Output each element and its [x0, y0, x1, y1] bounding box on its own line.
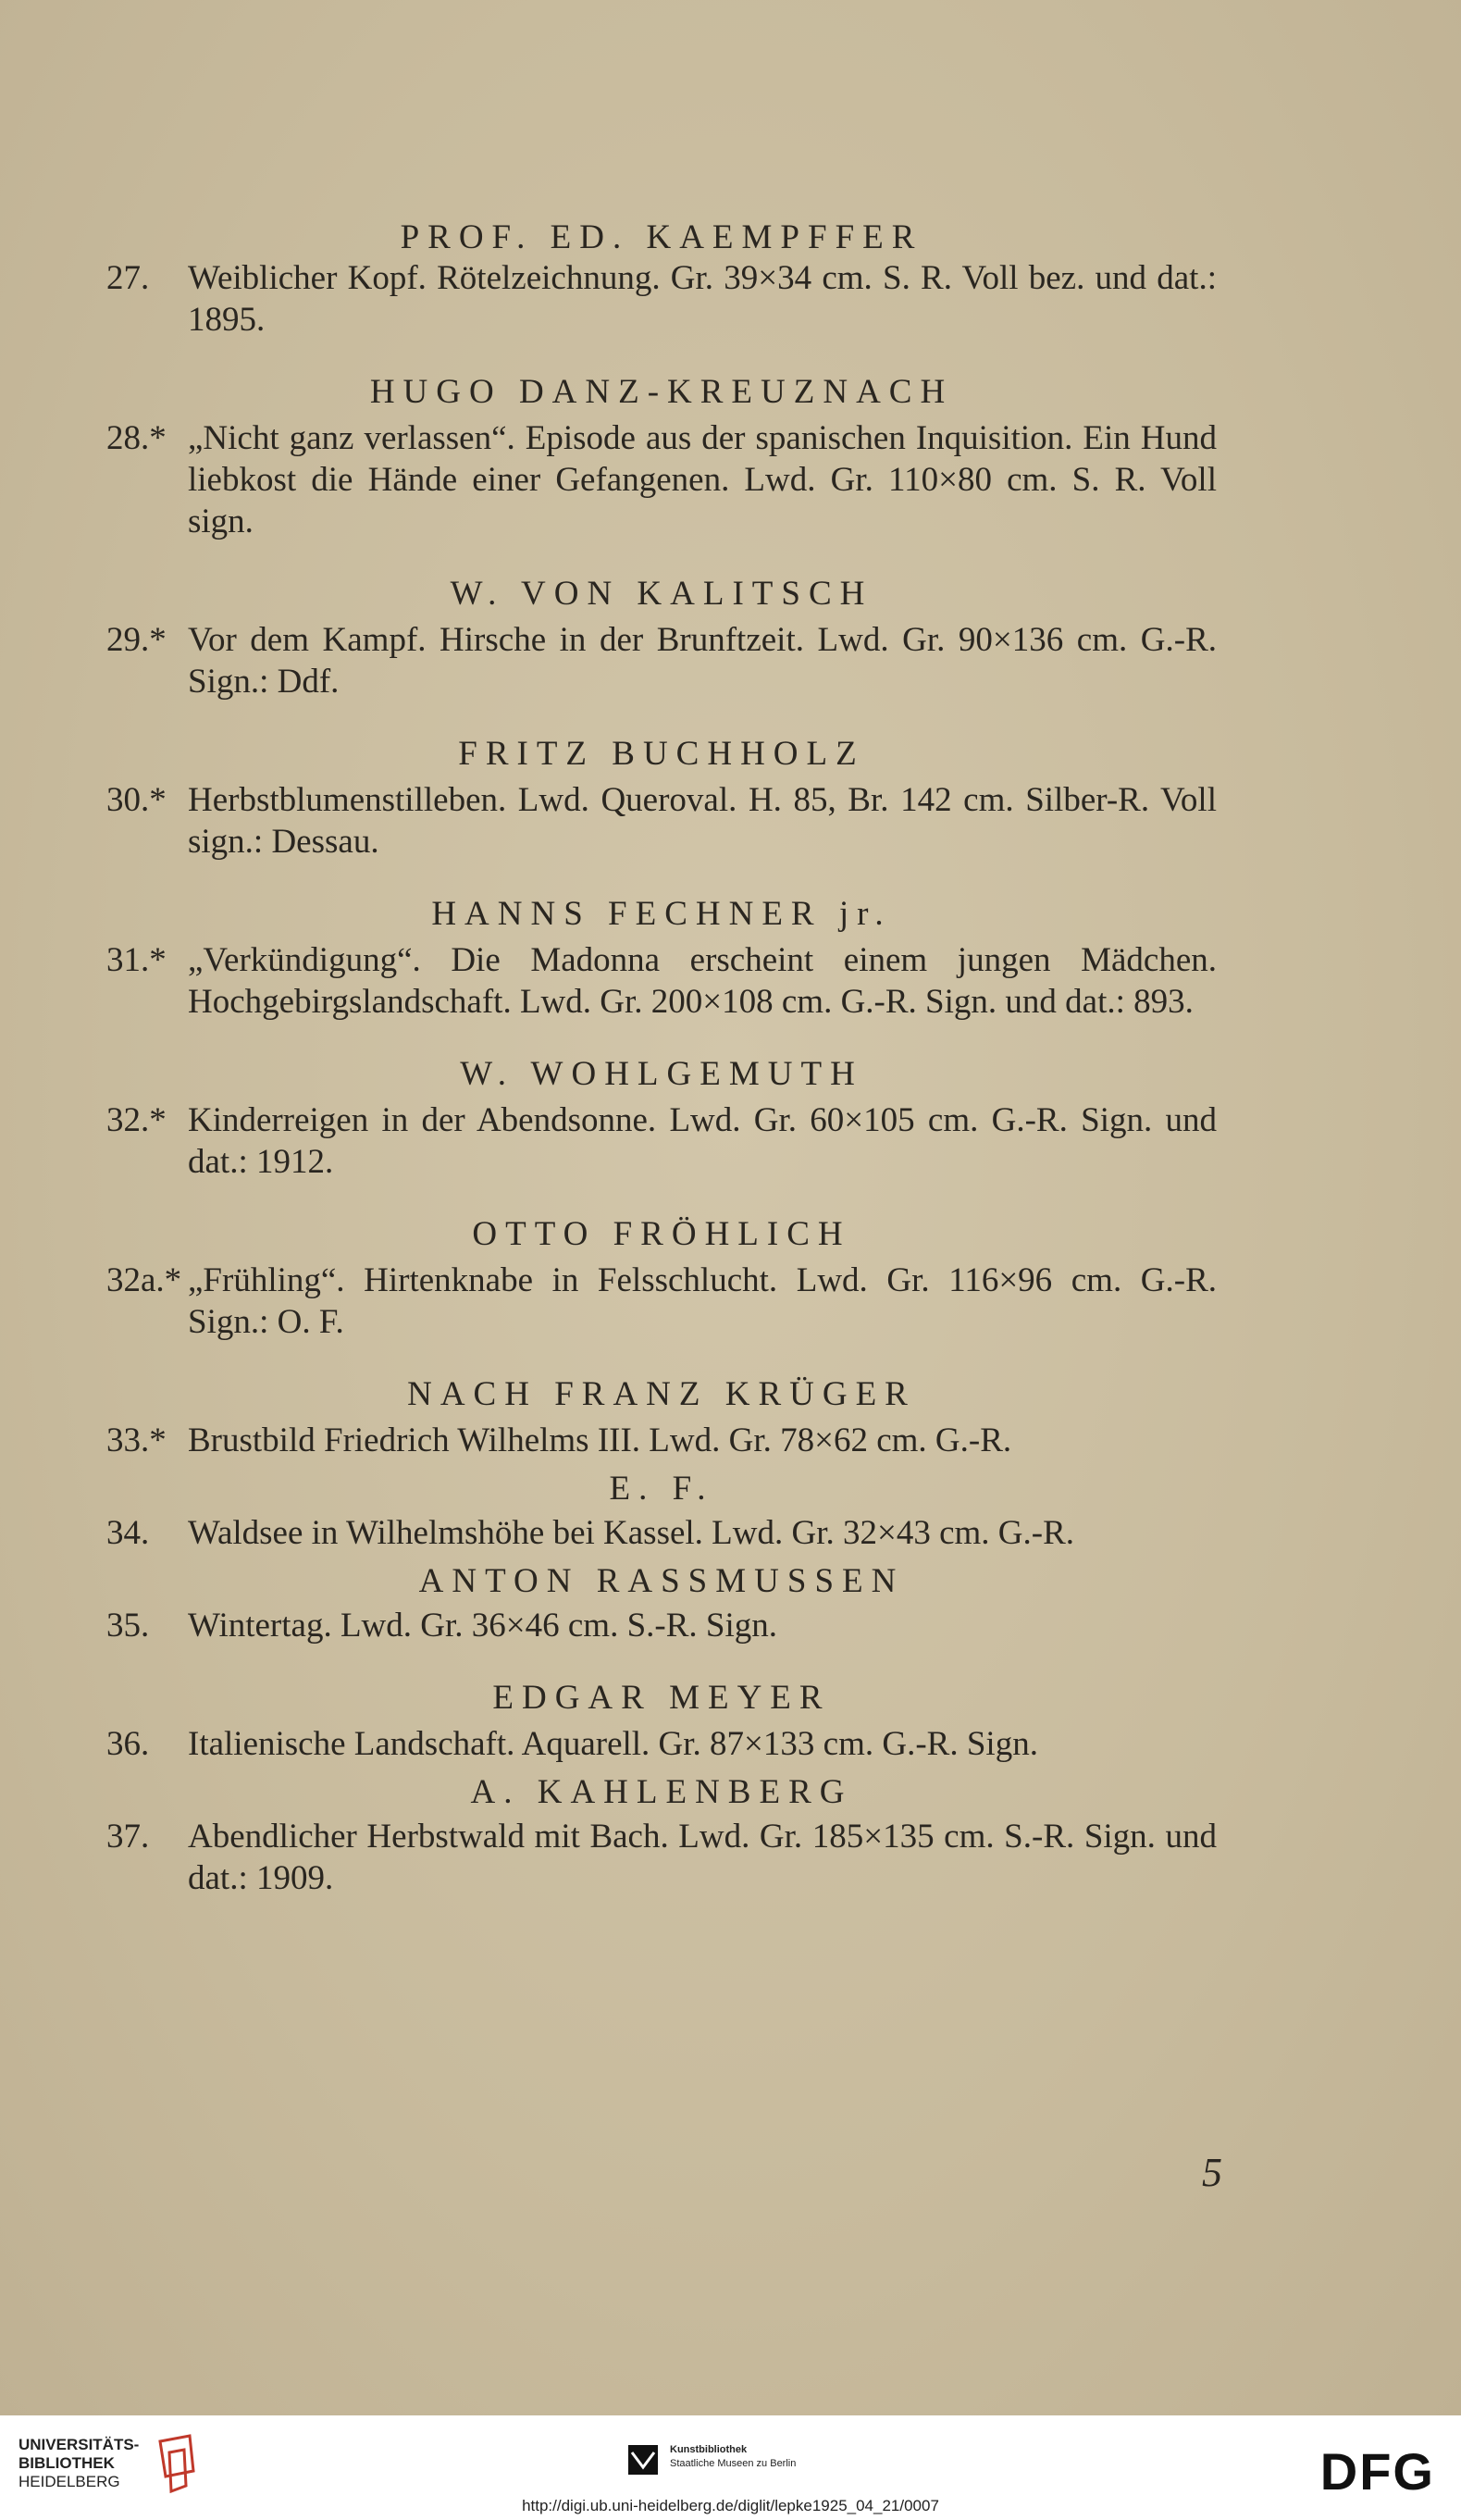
artist-heading: A. KAHLENBERG [470, 1773, 853, 1811]
catalog-entry [106, 1512, 1217, 1554]
entry-number: 36. [106, 1725, 150, 1763]
entry-text: Weiblicher Kopf. Rötelzeichnung. Gr. 39×34 cm. S. R. Voll bez. und dat.: 1895. [188, 259, 1217, 339]
ub-logo-line: UNIVERSITÄTS- [19, 2436, 140, 2453]
entry-number: 35. [106, 1607, 150, 1645]
ub-logo-line: BIBLIOTHEK [19, 2454, 115, 2472]
kb-logo-line: Staatliche Museen zu Berlin [670, 2458, 797, 2469]
entry-text: „Frühling“. Hirtenknabe in Felsschlucht. Lwd. Gr. 116×96 cm. G.-R. Sign.: O. F. [188, 1261, 1217, 1341]
entry-number: 29.* [106, 621, 167, 659]
dfg-logo: DFG [1319, 2442, 1435, 2501]
entry-number: 34. [106, 1514, 150, 1552]
artist-heading: OTTO FRÖHLICH [472, 1215, 851, 1253]
catalog-entry [106, 619, 1217, 702]
entry-number: 33.* [106, 1421, 167, 1459]
digitization-footer [0, 2415, 1461, 2520]
kunstbibliothek-logo [670, 2443, 796, 2471]
catalog-entry [106, 779, 1217, 863]
entry-number: 28.* [106, 419, 167, 457]
entry-text: „Nicht ganz verlassen“. Episode aus der spanischen Inquisition. Ein Hund liebkost die Hände einer Gefangenen. Lwd. Gr. 110×80 cm. S. R. Voll sign. [188, 419, 1217, 540]
ub-logo-line: HEIDELBERG [19, 2473, 120, 2490]
catalog-entry [106, 1260, 1217, 1343]
permalink-url[interactable]: http://digi.ub.uni-heidelberg.de/diglit/lepke1925_04_21/0007 [522, 2497, 939, 2514]
entry-number: 27. [106, 259, 150, 297]
catalog-entry [106, 1816, 1217, 1899]
artist-heading: EDGAR MEYER [492, 1679, 831, 1717]
artist-heading: W. VON KALITSCH [450, 575, 873, 613]
catalog-entry [106, 1420, 1217, 1461]
ub-heidelberg-logo [19, 2436, 139, 2491]
artist-heading: PROF. ED. KAEMPFFER [400, 218, 923, 256]
catalog-entry [106, 1605, 1217, 1646]
catalog-entry [106, 1723, 1217, 1765]
ub-logo-icon [153, 2434, 201, 2499]
entry-number: 30.* [106, 781, 167, 819]
entry-number: 37. [106, 1818, 150, 1856]
catalog-entry [106, 257, 1217, 341]
entry-text: „Verkündigung“. Die Madonna erscheint einem jungen Mädchen. Hochgebirgslandschaft. Lwd. Gr. 200×108 cm. G.-R. Sign. und dat.: 893. [188, 941, 1217, 1021]
entry-number: 32a.* [106, 1261, 182, 1299]
artist-heading: HUGO DANZ-KREUZNACH [369, 373, 954, 411]
catalog-entry [106, 417, 1217, 542]
catalog-entry [106, 1099, 1217, 1183]
catalog-entry [106, 939, 1217, 1023]
catalog-content [106, 217, 1217, 1899]
artist-heading: ANTON RASSMUSSEN [418, 1562, 905, 1600]
artist-heading: NACH FRANZ KRÜGER [407, 1375, 916, 1413]
entry-number: 31.* [106, 941, 167, 979]
artist-heading: W. WOHLGEMUTH [460, 1055, 863, 1093]
entry-text: Waldsee in Wilhelmshöhe bei Kassel. Lwd. Gr. 32×43 cm. G.-R. [188, 1514, 1075, 1552]
entry-text: Herbstblumenstilleben. Lwd. Queroval. H. 85, Br. 142 cm. Silber-R. Voll sign.: Dessau. [188, 781, 1217, 861]
artist-heading: E. F. [609, 1470, 714, 1508]
entry-number: 32.* [106, 1101, 167, 1139]
entry-text: Wintertag. Lwd. Gr. 36×46 cm. S.-R. Sign. [188, 1607, 778, 1645]
entry-text: Vor dem Kampf. Hirsche in der Brunftzeit. Lwd. Gr. 90×136 cm. G.-R. Sign.: Ddf. [188, 621, 1217, 701]
artist-heading: HANNS FECHNER jr. [431, 895, 892, 933]
page-number: 5 [1202, 2150, 1222, 2195]
entry-text: Brustbild Friedrich Wilhelms III. Lwd. Gr. 78×62 cm. G.-R. [188, 1421, 1012, 1459]
artist-heading: FRITZ BUCHHOLZ [458, 735, 865, 773]
entry-text: Abendlicher Herbstwald mit Bach. Lwd. Gr. 185×135 cm. S.-R. Sign. und dat.: 1909. [188, 1818, 1217, 1897]
kb-logo-line: Kunstbibliothek [670, 2444, 748, 2455]
kunstbibliothek-logo-icon [625, 2441, 662, 2478]
entry-text: Kinderreigen in der Abendsonne. Lwd. Gr. 60×105 cm. G.-R. Sign. und dat.: 1912. [188, 1101, 1217, 1181]
entry-text: Italienische Landschaft. Aquarell. Gr. 87×133 cm. G.-R. Sign. [188, 1725, 1038, 1763]
